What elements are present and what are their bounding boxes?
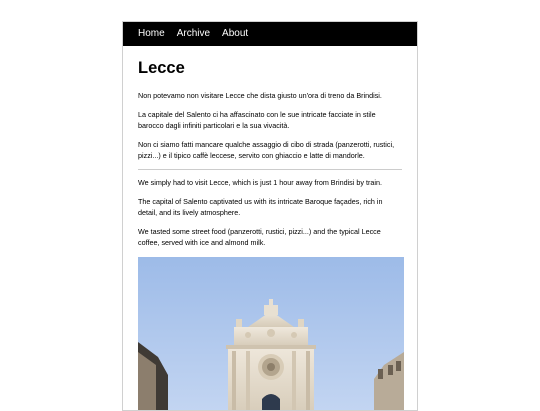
- italian-paragraph: Non ci siamo fatti mancare qualche assaggio di cibo di strada (panzerotti, rustici, pizzi...) e il tipico caffè leccese, servito con ghiaccio e latte di mandorle.: [138, 140, 395, 160]
- lecce-baroque-photo: [138, 257, 404, 411]
- article-title: Lecce: [138, 59, 185, 77]
- english-paragraph: We simply had to visit Lecce, which is just 1 hour away from Brindisi by train.: [138, 178, 382, 187]
- top-nav: [123, 22, 417, 46]
- english-paragraph: The capital of Salento captivated us with its intricate Baroque façades, rich in detail, and its lively atmosphere.: [138, 197, 383, 217]
- italian-paragraph: Non potevamo non visitare Lecce che dista giusto un'ora di treno da Brindisi.: [138, 91, 382, 100]
- nav-about-link[interactable]: About: [222, 28, 249, 39]
- nav-home-link[interactable]: Home: [138, 28, 165, 39]
- nav-archive-link[interactable]: Archive: [176, 28, 211, 39]
- language-divider: [138, 169, 402, 170]
- blog-page: [122, 21, 418, 411]
- article-content: [123, 59, 417, 411]
- church-facade-image: [138, 257, 404, 411]
- italian-paragraph: La capitale del Salento ci ha affascinato con le sue intricate facciate in stile barocco dagli infiniti particolari e la sua vivacità.: [138, 110, 376, 130]
- english-paragraph: We tasted some street food (panzerotti, rustici, pizzi...) and the typical Lecce coffee, served with ice and almond milk.: [138, 227, 381, 247]
